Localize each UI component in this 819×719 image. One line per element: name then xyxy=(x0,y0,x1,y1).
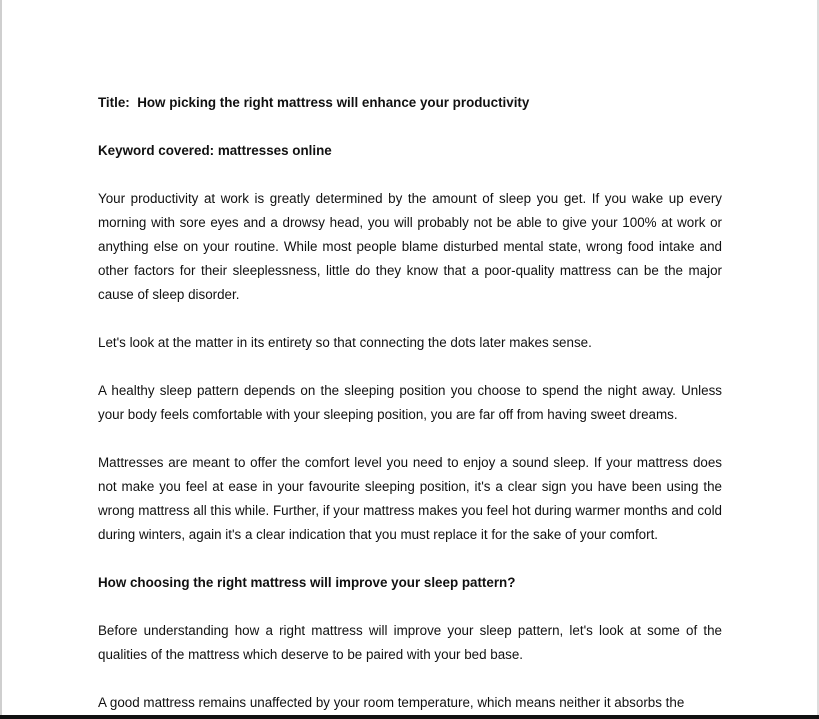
paragraph-sleep-pattern: A healthy sleep pattern depends on the sleeping position you choose to spend the night away. Unless your body feels comfortable with your sleeping position, you are far off from having sweet dreams. xyxy=(98,383,722,422)
paragraph-intro: Your productivity at work is greatly determined by the amount of sleep you get. If you wake up every morning with sore eyes and a drowsy head, you will probably not be able to give your 100% at work or anything else on your routine. While most people blame disturbed mental state, wrong food intake and other factors for their sleeplessness, little do they know that a poor-quality mattress can be the major cause of sleep disorder. xyxy=(98,191,722,302)
keyword-label: Keyword covered: xyxy=(98,143,215,158)
section-heading: How choosing the right mattress will improve your sleep pattern? xyxy=(98,575,516,590)
document-body xyxy=(98,91,722,715)
paragraph-entirety: Let's look at the matter in its entirety so that connecting the dots later makes sense. xyxy=(98,335,592,350)
page-left-edge xyxy=(0,0,2,719)
document-title: How picking the right mattress will enhance your productivity xyxy=(137,95,530,110)
paragraph-qualities: Before understanding how a right mattress will improve your sleep pattern, let's look at some of the qualities of the mattress which deserve to be paired with your bed base. xyxy=(98,623,722,662)
title-label: Title: xyxy=(98,95,130,110)
keyword-line xyxy=(98,139,722,163)
keyword-value: mattresses online xyxy=(217,143,332,158)
paragraph-temperature: A good mattress remains unaffected by your room temperature, which means neither it absorbs the xyxy=(98,695,685,710)
paragraph-comfort: Mattresses are meant to offer the comfort level you need to enjoy a sound sleep. If your mattress does not make you feel at ease in your favourite sleeping position, it's a clear sign you have been using the wrong mattress all this while. Further, if your mattress makes you feel hot during warmer months and cold during winters, again it's a clear indication that you must replace it for the sake of your comfort. xyxy=(98,455,722,542)
title-line xyxy=(98,91,722,115)
page-bottom-edge xyxy=(0,715,819,719)
